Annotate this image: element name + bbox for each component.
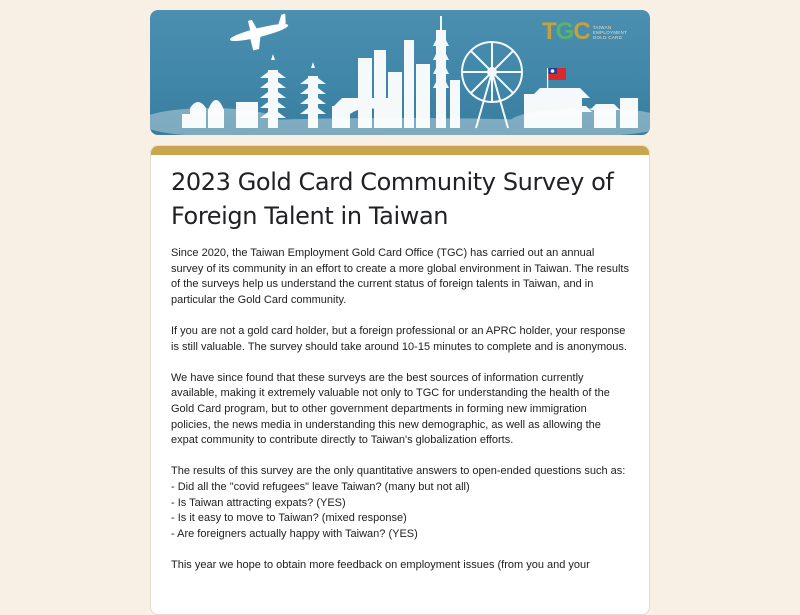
description-paragraph: If you are not a gold card holder, but a foreign professional or an APRC holder, your response is still valuable. The survey should take around 10-15 minutes to complete and is anonymous. bbox=[171, 324, 627, 353]
description-paragraph: This year we hope to obtain more feedback on employment issues (from you and your bbox=[171, 558, 590, 571]
question-item: - Did all the "covid refugees" leave Taiwan? (many but not all) bbox=[171, 480, 470, 493]
card-accent-bar bbox=[151, 146, 649, 155]
description-paragraph: We have since found that these surveys are the best sources of information currently available, making it extremely valuable not only to TGC for understanding the health of the Gold Card program, but to other government departments in forming new immigration policies, the news media in understanding this new demographic, as well as allowing the expat community to contribute directly to Taiwan's globalization efforts. bbox=[171, 371, 610, 447]
description-paragraph: Since 2020, the Taiwan Employment Gold Card Office (TGC) has carried out an annual survey of its community in an effort to create a more global environment in Taiwan. The results of the surveys help us understand the current status of foreign talents in Taiwan, and in particular the Gold Card community. bbox=[171, 247, 629, 306]
header-banner bbox=[150, 10, 650, 135]
form-description bbox=[171, 246, 629, 573]
form-header-card bbox=[150, 145, 650, 615]
questions-intro: The results of this survey are the only quantitative answers to open-ended questions such as: bbox=[171, 465, 626, 478]
airplane-icon bbox=[227, 12, 292, 56]
form-title: 2023 Gold Card Community Survey of Foreign Talent in Taiwan bbox=[171, 168, 614, 230]
questions-block bbox=[171, 464, 629, 542]
question-item: - Is it easy to move to Taiwan? (mixed response) bbox=[171, 512, 407, 525]
logo-text: TGC bbox=[542, 18, 590, 45]
question-item: - Is Taiwan attracting expats? (YES) bbox=[171, 496, 346, 509]
logo-subtitle: TAIWAN EMPLOYMENT GOLD CARD bbox=[592, 24, 628, 40]
taiwan-flag-icon bbox=[547, 68, 566, 88]
tgc-logo bbox=[542, 18, 627, 46]
question-item: - Are foreigners actually happy with Taiwan? (YES) bbox=[171, 527, 418, 540]
